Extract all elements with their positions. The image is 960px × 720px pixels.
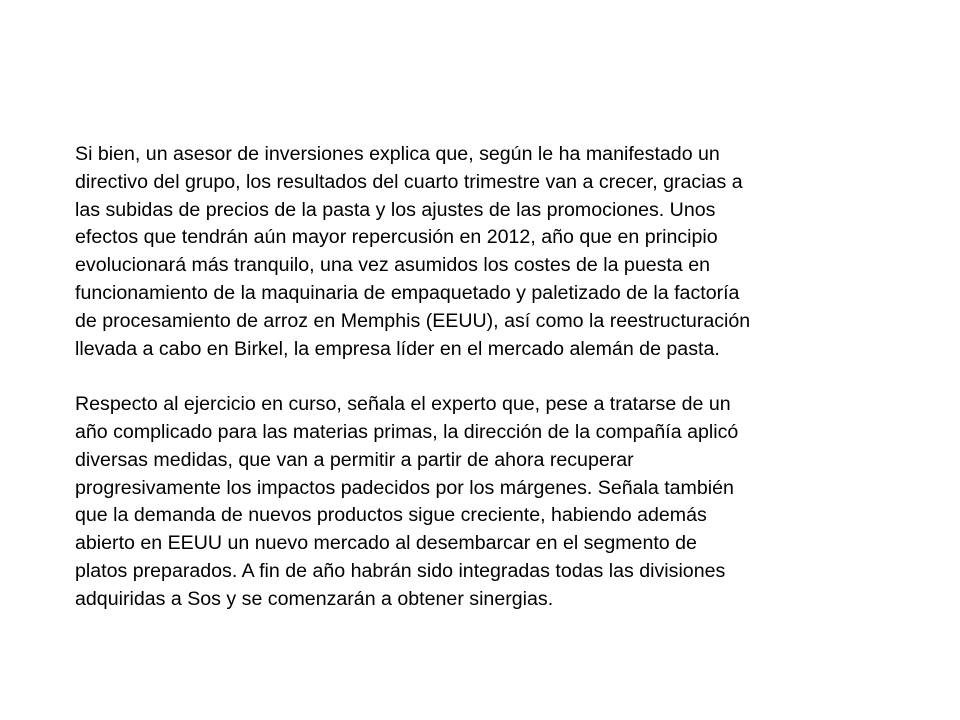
- paragraph-line: platos preparados. A fin de año habrán sido integradas todas las divisiones: [75, 559, 726, 582]
- paragraph-line: funcionamiento de la maquinaria de empaquetado y paletizado de la factoría: [75, 281, 740, 304]
- paragraph-line: Respecto al ejercicio en curso, señala el experto que, pese a tratarse de un: [75, 393, 731, 416]
- paragraph-line: año complicado para las materias primas, la dirección de la compañía aplicó: [75, 420, 739, 443]
- paragraph-line: efectos que tendrán aún mayor repercusión en 2012, año que en principio: [75, 226, 718, 249]
- paragraph-spacer: [75, 363, 915, 391]
- paragraph-2: [75, 391, 915, 613]
- paragraph-line: abierto en EEUU un nuevo mercado al desembarcar en el segmento de: [75, 532, 697, 555]
- paragraph-line: progresivamente los impactos padecidos por los márgenes. Señala también: [75, 476, 734, 499]
- paragraph-line: adquiridas a Sos y se comenzarán a obtener sinergias.: [75, 587, 554, 610]
- paragraph-1: [75, 141, 915, 363]
- paragraph-line: directivo del grupo, los resultados del cuarto trimestre van a crecer, gracias a: [75, 170, 743, 193]
- paragraph-line: diversas medidas, que van a permitir a partir de ahora recuperar: [75, 448, 634, 471]
- paragraph-line: que la demanda de nuevos productos sigue creciente, habiendo además: [75, 504, 707, 527]
- text-body: [75, 141, 915, 614]
- paragraph-line: Si bien, un asesor de inversiones explica que, según le ha manifestado un: [75, 143, 720, 165]
- paragraph-line: las subidas de precios de la pasta y los ajustes de las promociones. Unos: [75, 198, 716, 221]
- paragraph-line: llevada a cabo en Birkel, la empresa líder en el mercado alemán de pasta.: [75, 337, 720, 360]
- paragraph-line: evolucionará más tranquilo, una vez asumidos los costes de la puesta en: [75, 254, 710, 277]
- paragraph-line: de procesamiento de arroz en Memphis (EEUU), así como la reestructuración: [75, 309, 751, 332]
